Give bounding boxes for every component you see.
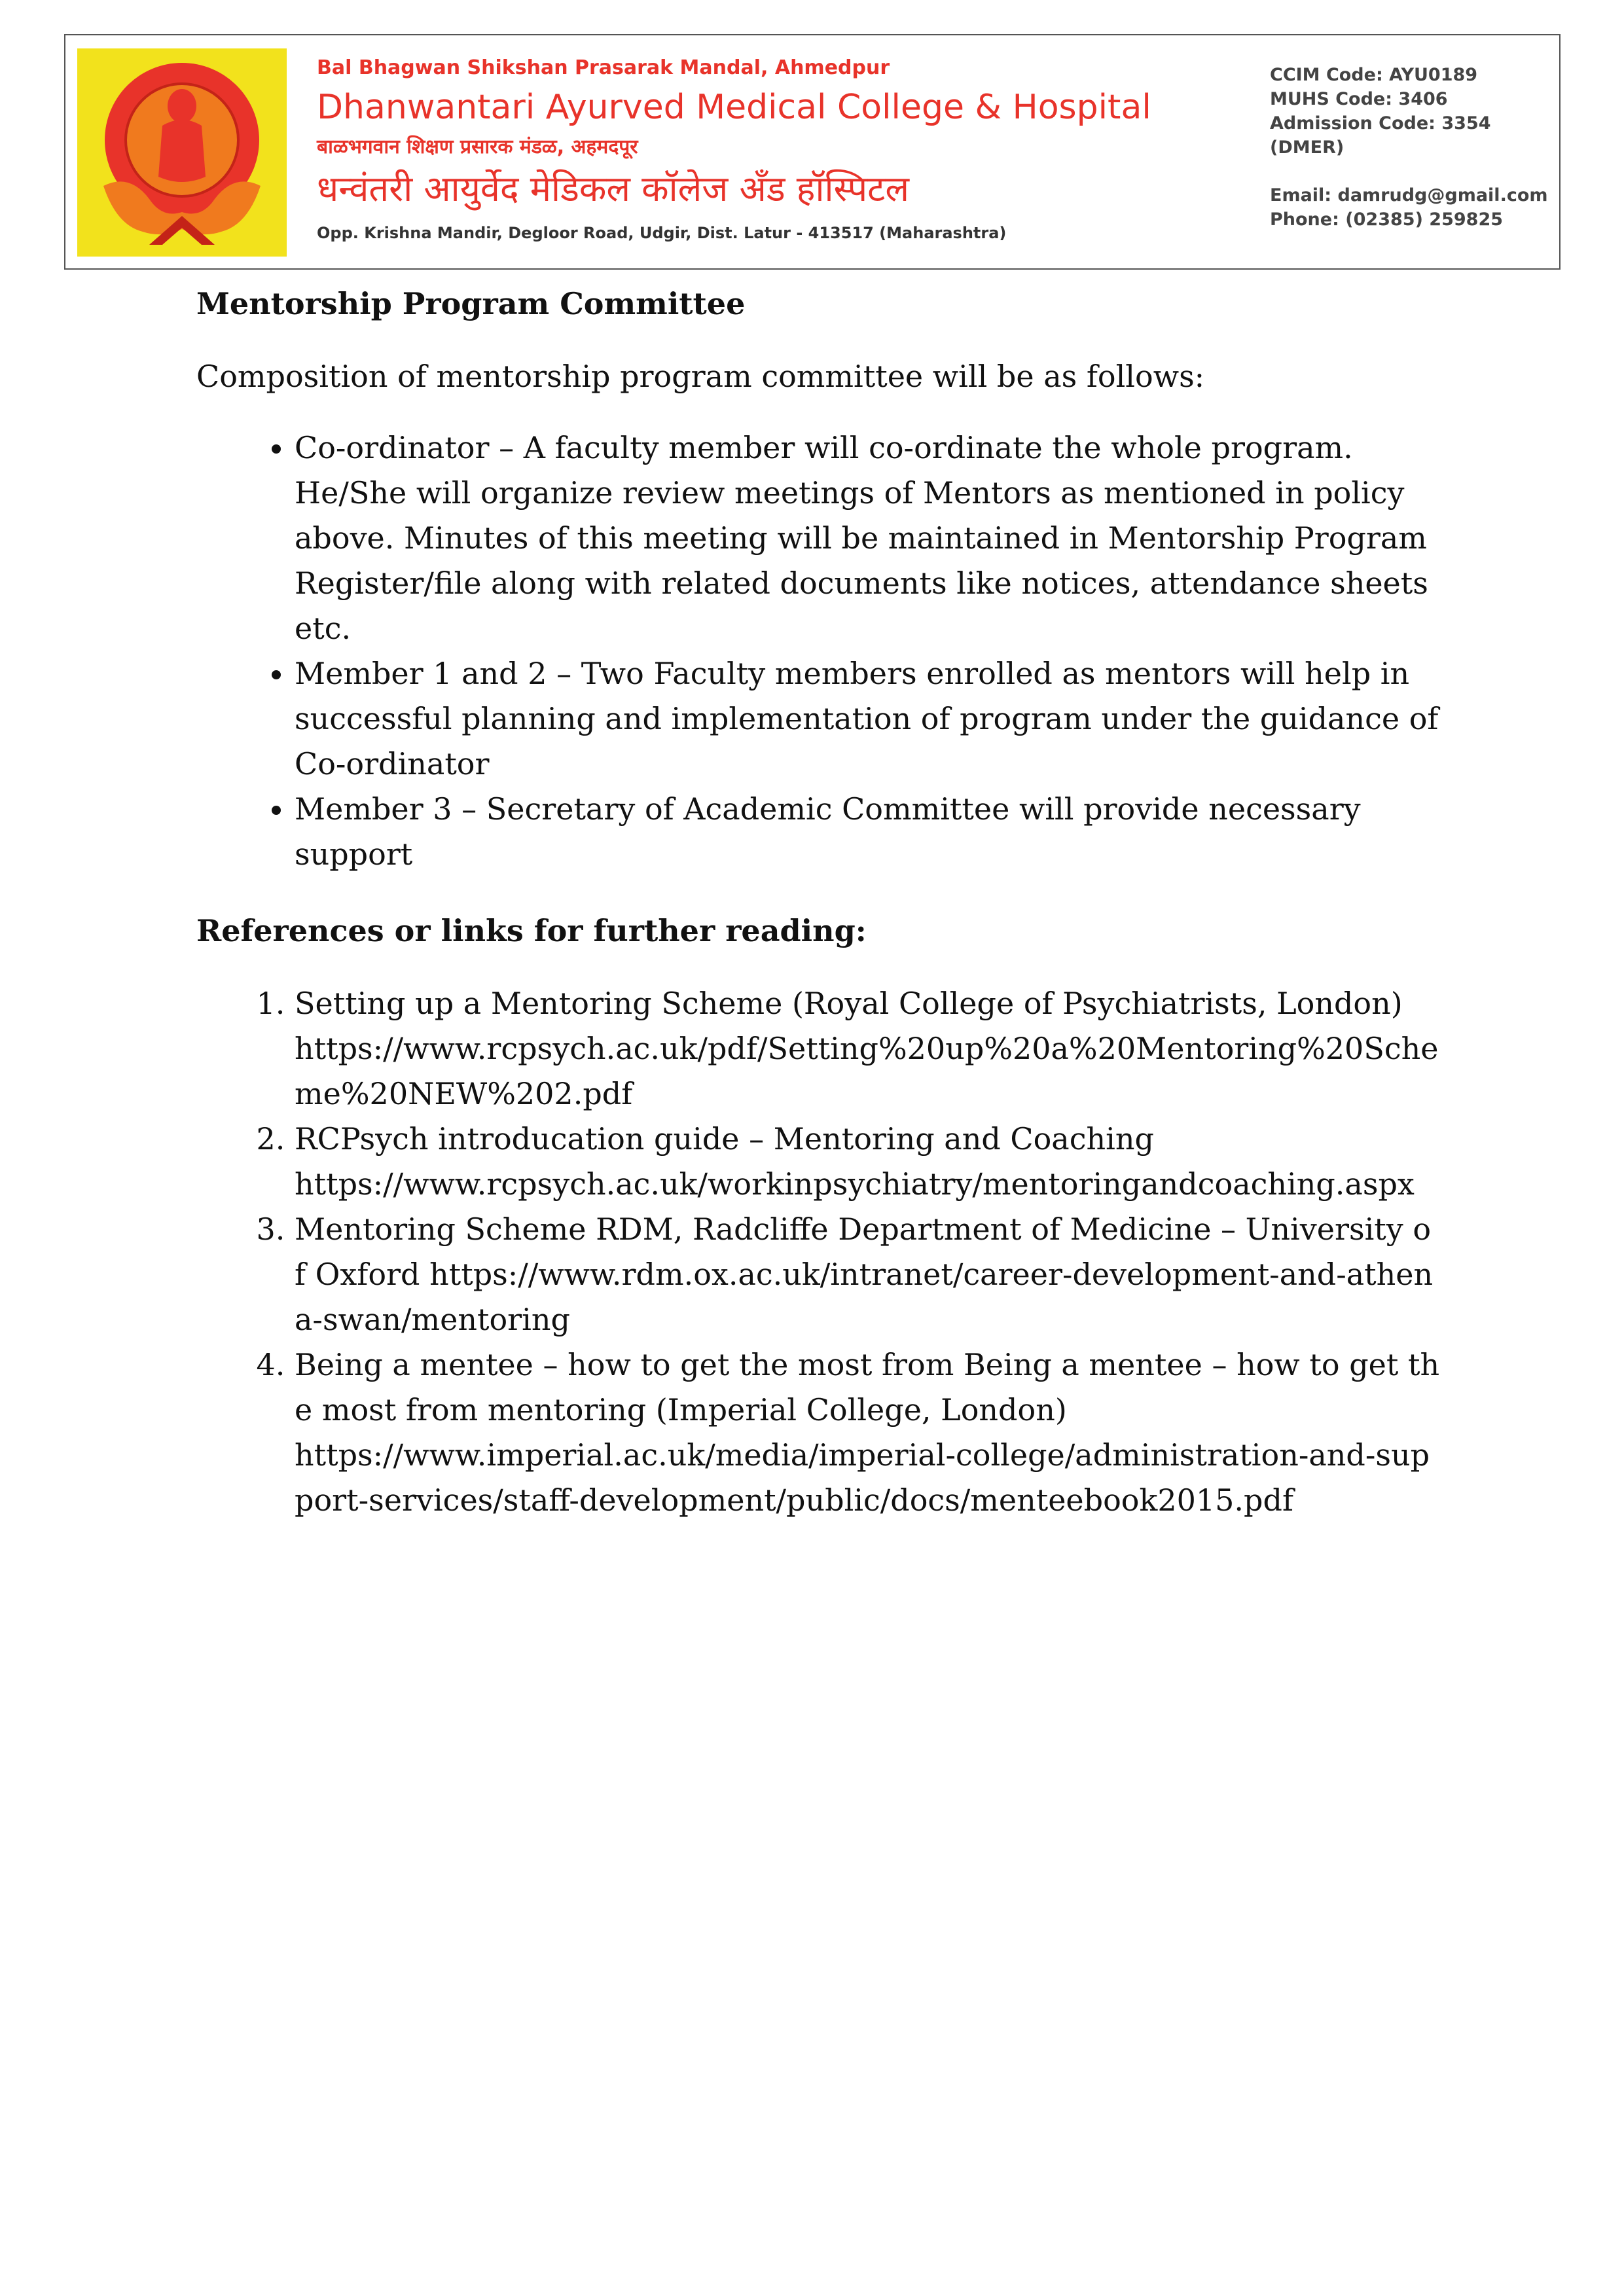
references-list (196, 981, 1440, 1523)
college-name-english: Dhanwantari Ayurved Medical College & Hospital (317, 88, 1151, 127)
list-item (295, 1117, 1440, 1207)
reference-title: Mentoring Scheme RDM, Radcliffe Department of Medicine – University of Oxford (295, 1211, 1432, 1292)
reference-title: Setting up a Mentoring Scheme (Royal College of Psychiatrists, London) (295, 986, 1403, 1021)
reference-link[interactable]: https://www.rcpsych.ac.uk/pdf/Setting%20up%20a%20Mentoring%20Scheme%20NEW%202.pdf (295, 1031, 1439, 1111)
college-address: Opp. Krishna Mandir, Degloor Road, Udgir, Dist. Latur - 413517 (Maharashtra) (317, 224, 1007, 242)
society-name-marathi: बाळभगवान शिक्षण प्रसारक मंडळ, अहमदपूर (317, 135, 638, 158)
committee-intro: Composition of mentorship program committee will be as follows: (196, 359, 1205, 394)
contact-phone: Phone: (02385) 259825 (1270, 209, 1504, 230)
list-item (295, 1207, 1440, 1342)
society-name-english: Bal Bhagwan Shikshan Prasarak Mandal, Ahmedpur (317, 56, 890, 79)
reference-link[interactable]: https://www.rcpsych.ac.uk/workinpsychiatry/mentoringandcoaching.aspx (295, 1166, 1415, 1202)
ccim-code: CCIM Code: AYU0189 (1270, 65, 1478, 85)
list-item (295, 981, 1440, 1117)
list-item: • Co-ordinator – A faculty member will co-ordinate the whole program. He/She will organize review meetings of Mentors as mentioned in policy above. Minutes of this meeting will be maintained in Mentorship Program Register/file along with related documents like notices, attendance sheets etc. (295, 425, 1440, 651)
admission-code: Admission Code: 3354 (1270, 113, 1491, 134)
college-seal-icon (77, 48, 287, 257)
list-item (295, 1342, 1440, 1523)
reference-title: RCPsych introducation guide – Mentoring and Coaching (295, 1121, 1154, 1157)
college-name-marathi: धन्वंतरी आयुर्वेद मेडिकल कॉलेज अँड हॉस्पिटल (317, 168, 909, 209)
college-logo (77, 48, 287, 257)
list-item: • Member 1 and 2 – Two Faculty members enrolled as mentors will help in successful planning and implementation of program under the guidance of Co-ordinator (295, 651, 1440, 787)
reference-link[interactable]: https://www.imperial.ac.uk/media/imperial-college/administration-and-support-services/staff-development/public/docs/menteebook2015.pdf (295, 1437, 1430, 1518)
muhs-code: MUHS Code: 3406 (1270, 89, 1448, 109)
section-title-committee: Mentorship Program Committee (196, 286, 746, 321)
reference-title: Being a mentee – how to get the most from Being a mentee – how to get the most from mentoring (Imperial College, London) (295, 1347, 1440, 1427)
institution-info (317, 55, 1299, 245)
contact-email: Email: damrudg@gmail.com (1270, 185, 1548, 206)
list-item: • Member 3 – Secretary of Academic Committee will provide necessary support (295, 787, 1440, 877)
committee-list (196, 425, 1440, 877)
reference-link[interactable]: https://www.rdm.ox.ac.uk/intranet/career-development-and-athena-swan/mentoring (295, 1257, 1434, 1337)
dmer-label: (DMER) (1270, 137, 1344, 158)
institution-codes (1270, 63, 1558, 232)
section-title-references: References or links for further reading: (196, 913, 867, 948)
document-body (196, 275, 1440, 1523)
letterhead (64, 34, 1561, 270)
